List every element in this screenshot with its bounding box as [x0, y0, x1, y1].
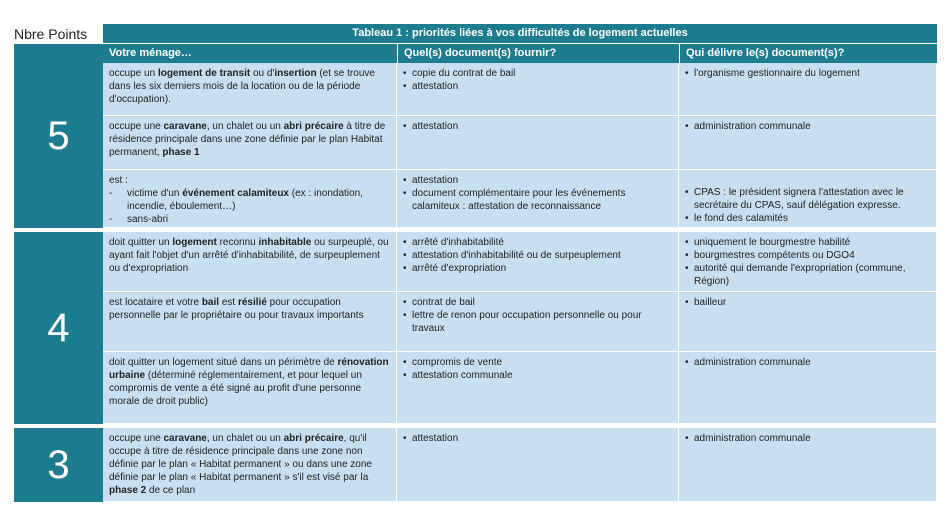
points-value: 4 — [14, 232, 103, 424]
bold-segment: inhabitable — [258, 237, 312, 248]
points-value: 3 — [14, 428, 103, 502]
bullet-item: • arrêté d'inhabitabilité — [403, 236, 672, 249]
bullet-item: • lettre de renon pour occupation personnelle ou pour travaux — [403, 309, 672, 335]
text-segment: (ex : inondation, incendie, éboulement…) — [127, 188, 363, 212]
bullet-item: • attestation — [403, 80, 672, 93]
column-header-documents: Quel(s) document(s) fournir? — [397, 44, 679, 63]
bullet-item: • CPAS : le président signera l'attestation avec le secrétaire du CPAS, sauf délégation expresse. — [685, 186, 930, 212]
bullet-list — [685, 432, 930, 445]
bullet-list — [685, 296, 930, 309]
text-segment: , un chalet ou un — [206, 433, 284, 444]
documents-cell — [397, 232, 679, 292]
text-segment: de ce plan — [146, 485, 196, 496]
bullet-item: • document complémentaire pour les événements calamiteux : attestation de reconnaissance — [403, 187, 672, 213]
bold-segment: abri précaire — [283, 433, 344, 444]
text-segment: sans-abri — [127, 214, 169, 225]
documents-cell — [397, 352, 679, 424]
menage-dash-list — [109, 187, 390, 226]
text-segment: victime d'un — [127, 188, 183, 199]
text-segment: doit quitter un logement situé dans un périmètre de — [109, 357, 338, 368]
bold-segment: bail — [201, 297, 220, 308]
bullet-item: • copie du contrat de bail — [403, 67, 672, 80]
bold-segment: logement — [172, 237, 217, 248]
text-segment: pour occupation personnelle par le propriétaire ou pour travaux importants — [109, 297, 364, 321]
bold-segment: caravane — [163, 433, 207, 444]
menage-cell — [103, 292, 397, 352]
delivre-cell — [679, 170, 937, 228]
bullet-list — [685, 356, 930, 369]
delivre-cell — [679, 352, 937, 424]
text-segment: est locataire et votre — [109, 297, 202, 308]
delivre-cell — [679, 232, 937, 292]
points-column-header: Nbre Points — [14, 26, 88, 42]
bullet-item: • administration communale — [685, 356, 930, 369]
bold-segment: abri précaire — [283, 121, 344, 132]
table-title: Tableau 1 : priorités liées à vos difficultés de logement actuelles — [103, 24, 937, 43]
menage-cell — [103, 232, 397, 292]
menage-cell — [103, 428, 397, 502]
bold-segment: résilié — [237, 297, 267, 308]
text-segment: est — [219, 297, 238, 308]
delivre-cell — [679, 428, 937, 502]
text-segment: (déterminé réglementairement, et pour lequel un compromis de vente a été signé au profit d'une personne morale de droit public) — [109, 370, 362, 407]
bold-segment: caravane — [163, 121, 207, 132]
menage-cell — [103, 352, 397, 424]
bullet-item: • compromis de vente — [403, 356, 672, 369]
bullet-item: • l'organisme gestionnaire du logement — [685, 67, 930, 80]
delivre-cell — [679, 116, 937, 170]
bullet-item: • uniquement le bourgmestre habilité — [685, 236, 930, 249]
text-segment: (et se trouve dans les six derniers mois de la location ou de la période d'occupation). — [109, 68, 375, 105]
delivre-cell — [679, 292, 937, 352]
bold-segment: phase 1 — [162, 147, 200, 158]
bullet-item: • bourgmestres compétents ou DGO4 — [685, 249, 930, 262]
bullet-list — [685, 67, 930, 80]
bullet-item: • attestation — [403, 174, 672, 187]
bullet-item: • contrat de bail — [403, 296, 672, 309]
dash-item — [109, 187, 390, 213]
bullet-list — [685, 186, 930, 225]
dash-item — [109, 213, 390, 226]
menage-intro: est : — [109, 175, 128, 186]
text-segment: , qu'il occupe à titre de résidence principale dans une zone non définie par le plan « Habitat permanent » ou dans une zone définie par le plan « Habitat permanent » s'il est visé par la — [109, 433, 372, 483]
delivre-cell — [679, 63, 937, 116]
menage-cell — [103, 63, 397, 116]
text-segment: , un chalet ou un — [206, 121, 284, 132]
documents-cell — [397, 428, 679, 502]
bold-segment: logement de transit — [157, 68, 251, 79]
menage-cell — [103, 116, 397, 170]
bullet-item: • autorité qui demande l'expropriation (commune, Région) — [685, 262, 930, 288]
bullet-item: • attestation d'inhabitabilité ou de surpeuplement — [403, 249, 672, 262]
bullet-list — [403, 120, 672, 133]
bullet-item: • le fond des calamités — [685, 212, 930, 225]
bullet-item: • administration communale — [685, 120, 930, 133]
documents-cell — [397, 63, 679, 116]
text-segment: occupe un — [109, 68, 158, 79]
points-value: 5 — [14, 44, 103, 228]
bullet-item: • administration communale — [685, 432, 930, 445]
bullet-list — [403, 236, 672, 275]
documents-cell — [397, 170, 679, 228]
bullet-item: • attestation — [403, 120, 672, 133]
text-segment: ou d' — [250, 68, 275, 79]
bold-segment: rénovation urbaine — [109, 357, 389, 381]
bullet-item: • bailleur — [685, 296, 930, 309]
bullet-item: • attestation communale — [403, 369, 672, 382]
text-segment: occupe une — [109, 121, 164, 132]
bullet-list — [403, 296, 672, 335]
bullet-list — [403, 356, 672, 382]
documents-cell — [397, 116, 679, 170]
text-segment: doit quitter un — [109, 237, 173, 248]
text-segment: occupe une — [109, 433, 164, 444]
text-segment: reconnu — [216, 237, 259, 248]
menage-cell — [103, 170, 397, 228]
bold-segment: événement calamiteux — [182, 188, 289, 199]
bullet-list — [403, 67, 672, 93]
bold-segment: insertion — [274, 68, 317, 79]
column-header-delivre: Qui délivre le(s) document(s)? — [679, 44, 937, 63]
bullet-item: • attestation — [403, 432, 672, 445]
bullet-list — [403, 432, 672, 445]
column-header-menage: Votre ménage… — [103, 44, 397, 63]
bullet-item: • arrêté d'expropriation — [403, 262, 672, 275]
bullet-list — [403, 174, 672, 213]
bold-segment: phase 2 — [109, 485, 147, 496]
documents-cell — [397, 292, 679, 352]
bullet-list — [685, 236, 930, 288]
text-segment: à titre de résidence principale dans une zone définie par le plan Habitat permanent, — [109, 121, 386, 158]
bullet-list — [685, 120, 930, 133]
text-segment: ou surpeuplé, ou ayant fait l'objet d'un arrêté d'inhabitabilité, de surpeuplement ou d'expropriation — [109, 237, 389, 274]
